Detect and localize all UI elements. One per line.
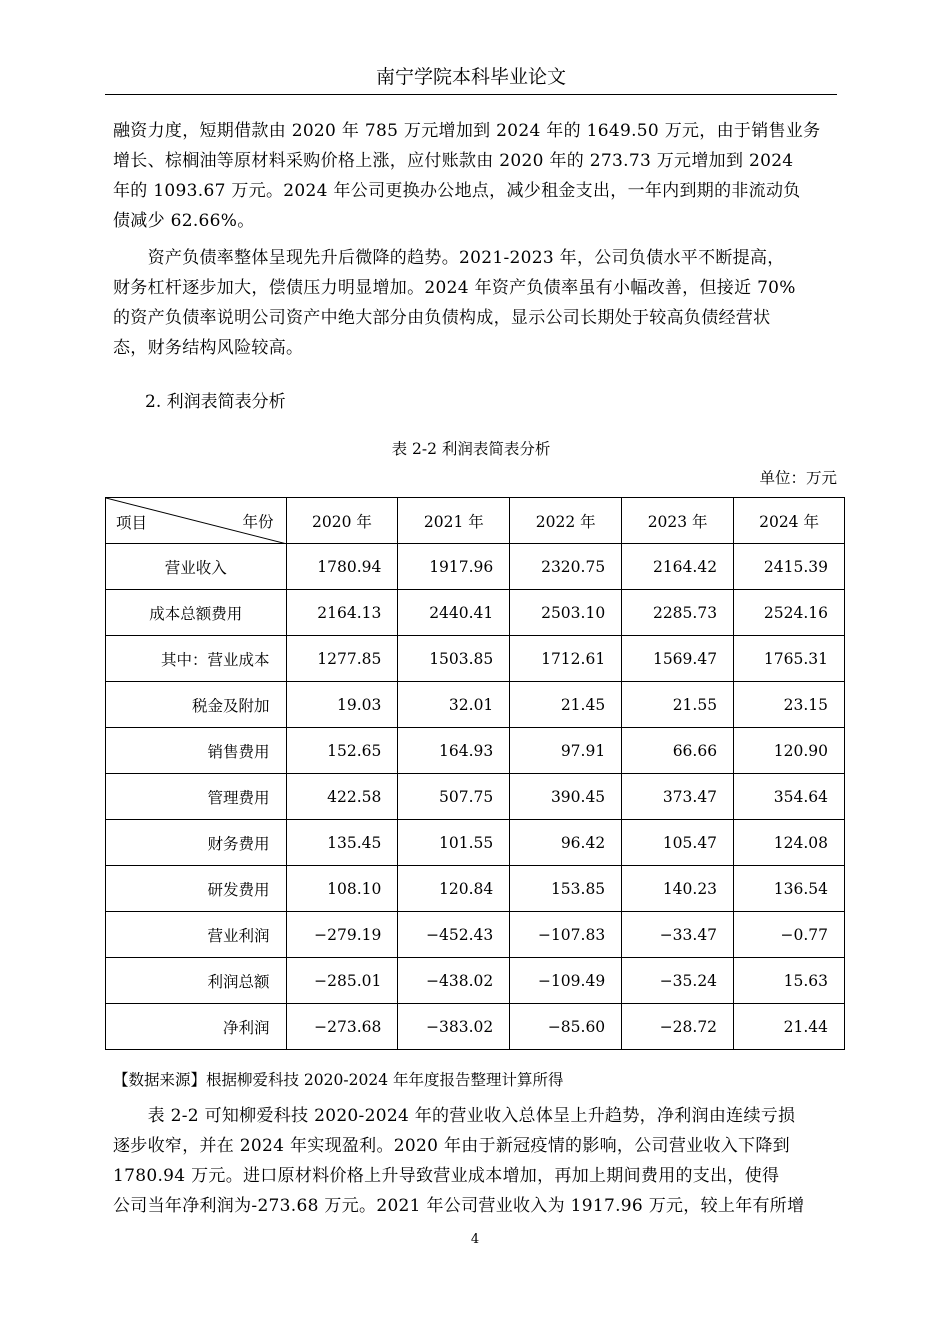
text-line: 公司当年净利润为-273.68 万元。2021 年公司营业收入为 1917.96 万元，较上年有所增 <box>113 1196 805 1216</box>
table-cell: 1277.85 <box>286 636 398 682</box>
table-cell: 354.64 <box>734 774 845 820</box>
data-source-note: 【数据来源】根据柳爱科技 2020-2024 年年度报告整理计算所得 <box>113 1071 564 1089</box>
text-line: 融资力度，短期借款由 2020 年 785 万元增加到 2024 年的 1649.50 万元，由于销售业务 <box>113 121 821 141</box>
table-cell: 1712.61 <box>510 636 622 682</box>
table-unit: 单位：万元 <box>759 469 837 487</box>
table-cell: 390.45 <box>510 774 622 820</box>
table-cell: 19.03 <box>286 682 398 728</box>
table-cell: 21.44 <box>734 1004 845 1050</box>
table-cell: −273.68 <box>286 1004 398 1050</box>
row-label: 其中：营业成本 <box>106 636 287 682</box>
table-cell: 373.47 <box>622 774 734 820</box>
income-statement-table <box>105 497 845 1050</box>
table-row <box>106 866 845 912</box>
table-cell: 140.23 <box>622 866 734 912</box>
row-label: 净利润 <box>106 1004 287 1050</box>
text-line: 增长、棕榈油等原材料采购价格上涨，应付账款由 2020 年的 273.73 万元增加到 2024 <box>113 151 794 171</box>
row-label: 营业收入 <box>106 544 287 590</box>
table-cell: 23.15 <box>734 682 845 728</box>
table-row <box>106 958 845 1004</box>
year-header: 2022 年 <box>510 498 622 544</box>
table-caption: 表 2-2 利润表简表分析 <box>391 440 551 458</box>
year-header: 2024 年 <box>734 498 845 544</box>
table-cell: −285.01 <box>286 958 398 1004</box>
table-cell: 152.65 <box>286 728 398 774</box>
year-header: 2021 年 <box>398 498 510 544</box>
text-line: 债减少 62.66%。 <box>113 211 255 231</box>
header-rule <box>105 94 837 95</box>
text-line: 态，财务结构风险较高。 <box>113 338 304 358</box>
table-cell: 105.47 <box>622 820 734 866</box>
table-cell: 66.66 <box>622 728 734 774</box>
table-cell: 32.01 <box>398 682 510 728</box>
table-cell: 1569.47 <box>622 636 734 682</box>
table-cell: 2415.39 <box>734 544 845 590</box>
table-cell: 21.45 <box>510 682 622 728</box>
table-cell: 2440.41 <box>398 590 510 636</box>
paragraph-3 <box>113 1101 837 1221</box>
page-number: 4 <box>470 1232 480 1247</box>
running-header: 南宁学院本科毕业论文 <box>375 66 566 88</box>
text-line: 的资产负债率说明公司资产中绝大部分由负债构成，显示公司长期处于较高负债经营状 <box>113 308 771 328</box>
text-line: 财务杠杆逐步加大，偿债压力明显增加。2024 年资产负债率虽有小幅改善，但接近 70% <box>113 278 796 298</box>
text-line: 1780.94 万元。进口原材料价格上升导致营业成本增加，再加上期间费用的支出，使得 <box>113 1166 780 1186</box>
table-cell: 1503.85 <box>398 636 510 682</box>
row-label: 财务费用 <box>106 820 287 866</box>
row-label: 管理费用 <box>106 774 287 820</box>
corner-label-year: 年份 <box>242 513 274 531</box>
table-cell: 2320.75 <box>510 544 622 590</box>
table-cell: −452.43 <box>398 912 510 958</box>
table-cell: 97.91 <box>510 728 622 774</box>
table-row <box>106 682 845 728</box>
table-cell: −85.60 <box>510 1004 622 1050</box>
table-cell: 21.55 <box>622 682 734 728</box>
table-row <box>106 590 845 636</box>
table-cell: −109.49 <box>510 958 622 1004</box>
table-cell: 2503.10 <box>510 590 622 636</box>
table-cell: 2524.16 <box>734 590 845 636</box>
table-header-row <box>106 498 845 544</box>
table-cell: 124.08 <box>734 820 845 866</box>
table-row <box>106 728 845 774</box>
text-line: 资产负债率整体呈现先升后微降的趋势。2021-2023 年，公司负债水平不断提高， <box>113 248 785 268</box>
text-line: 年的 1093.67 万元。2024 年公司更换办公地点，减少租金支出，一年内到期的非流动负 <box>113 181 801 201</box>
year-header: 2023 年 <box>622 498 734 544</box>
table-cell: −0.77 <box>734 912 845 958</box>
text-line: 逐步收窄，并在 2024 年实现盈利。2020 年由于新冠疫情的影响，公司营业收入下降到 <box>113 1136 790 1156</box>
table-cell: 507.75 <box>398 774 510 820</box>
corner-label-item: 项目 <box>116 514 148 532</box>
table-cell: 1765.31 <box>734 636 845 682</box>
table-cell: 2164.42 <box>622 544 734 590</box>
table-cell: 136.54 <box>734 866 845 912</box>
year-header: 2020 年 <box>286 498 398 544</box>
table-cell: 164.93 <box>398 728 510 774</box>
row-label: 税金及附加 <box>106 682 287 728</box>
table-row <box>106 544 845 590</box>
table-cell: 1780.94 <box>286 544 398 590</box>
table-row <box>106 774 845 820</box>
table-cell: 135.45 <box>286 820 398 866</box>
table-cell: 2285.73 <box>622 590 734 636</box>
row-label: 成本总额费用 <box>106 590 287 636</box>
row-label: 研发费用 <box>106 866 287 912</box>
table-cell: 1917.96 <box>398 544 510 590</box>
table-cell: −438.02 <box>398 958 510 1004</box>
diagonal-header-cell <box>106 498 287 544</box>
section-heading: 2. 利润表简表分析 <box>145 392 286 412</box>
table-cell: 153.85 <box>510 866 622 912</box>
table-cell: 108.10 <box>286 866 398 912</box>
table-cell: 120.90 <box>734 728 845 774</box>
table-row <box>106 820 845 866</box>
text-line: 表 2-2 可知柳爱科技 2020-2024 年的营业收入总体呈上升趋势，净利润由连续亏损 <box>113 1106 796 1126</box>
table-row <box>106 636 845 682</box>
table-cell: −107.83 <box>510 912 622 958</box>
table-row <box>106 1004 845 1050</box>
row-label: 销售费用 <box>106 728 287 774</box>
paragraph-2 <box>113 243 837 363</box>
table-cell: −28.72 <box>622 1004 734 1050</box>
row-label: 利润总额 <box>106 958 287 1004</box>
table-cell: −383.02 <box>398 1004 510 1050</box>
table-cell: 422.58 <box>286 774 398 820</box>
table-cell: 101.55 <box>398 820 510 866</box>
paragraph-1 <box>113 116 837 236</box>
table-cell: 15.63 <box>734 958 845 1004</box>
table-cell: 96.42 <box>510 820 622 866</box>
row-label: 营业利润 <box>106 912 287 958</box>
table-cell: −35.24 <box>622 958 734 1004</box>
table-cell: −279.19 <box>286 912 398 958</box>
table-row <box>106 912 845 958</box>
table-cell: −33.47 <box>622 912 734 958</box>
table-cell: 120.84 <box>398 866 510 912</box>
table-cell: 2164.13 <box>286 590 398 636</box>
